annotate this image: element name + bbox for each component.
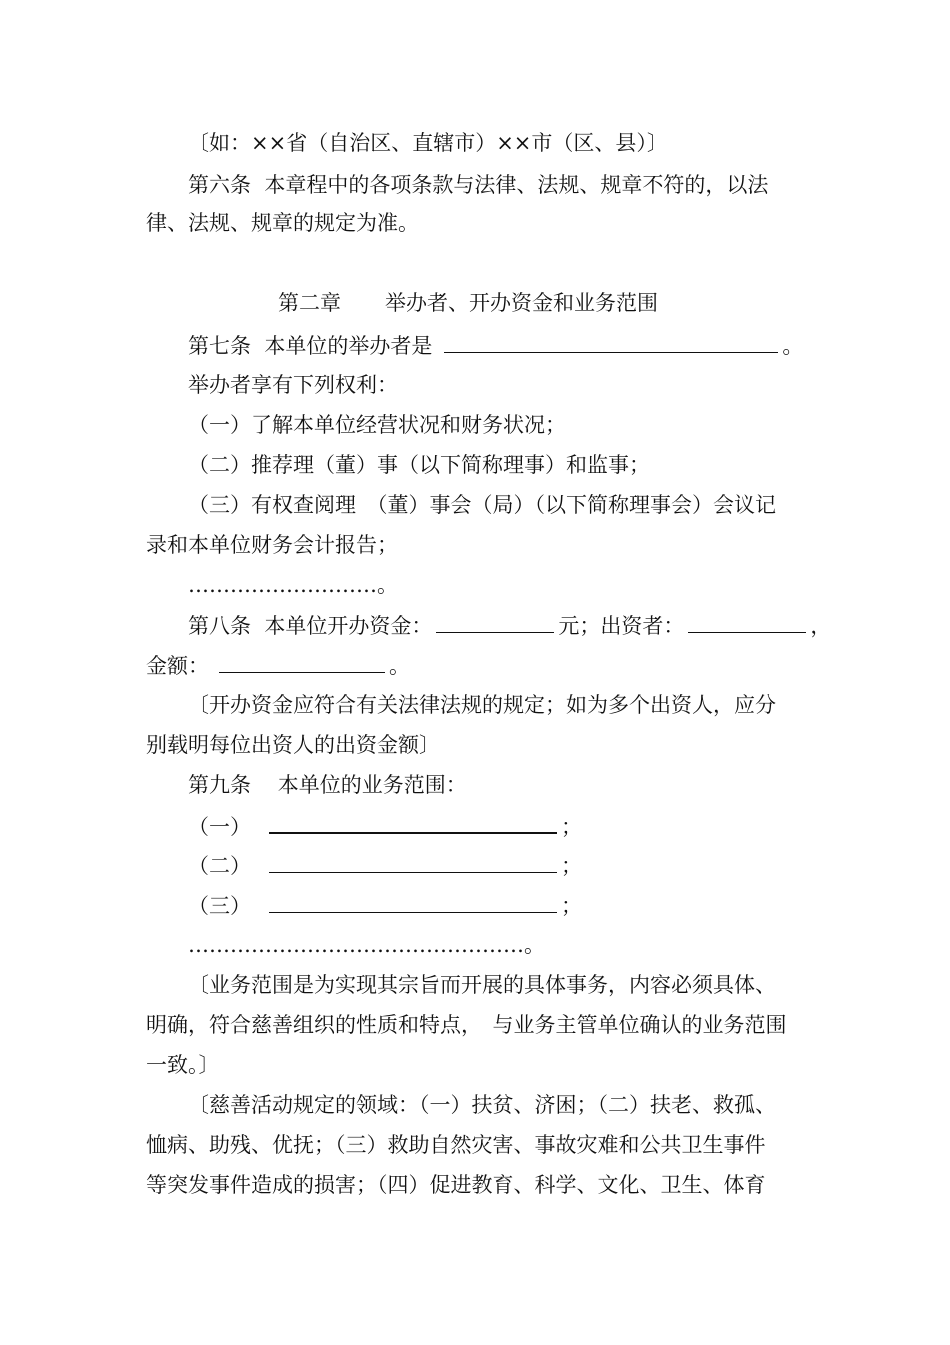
sponsor-rights-ellipsis: ………………………。 bbox=[188, 573, 398, 597]
article-7-end: 。 bbox=[782, 334, 804, 358]
scope-item-2-blank[interactable] bbox=[269, 850, 557, 873]
charity-fields-line-1: 〔慈善活动规定的领域：（一）扶贫、济困；（二）扶老、救孤、 bbox=[188, 1093, 776, 1117]
scope-item-3-blank[interactable] bbox=[269, 890, 557, 913]
chapter-2-title: 举办者、开办资金和业务范围 bbox=[385, 291, 658, 315]
capital-note-line-2: 别载明每位出资人的出资金额〕 bbox=[146, 733, 440, 757]
scope-item-2 bbox=[188, 850, 582, 880]
amount-end: 。 bbox=[389, 654, 410, 678]
amount-line bbox=[146, 650, 410, 680]
scope-note-line-2: 明确，符合慈善组织的性质和特点， 与业务主管单位确认的业务范围 bbox=[146, 1013, 787, 1037]
article-8-text: 本单位开办资金： bbox=[264, 614, 433, 638]
capital-unit: 元；出资者： bbox=[558, 614, 685, 638]
sponsor-rights-intro: 举办者享有下列权利： bbox=[188, 373, 398, 397]
scope-item-3-semi: ； bbox=[561, 894, 582, 918]
sponsor-right-1: （一）了解本单位经营状况和财务状况； bbox=[188, 413, 566, 437]
scope-item-1-blank[interactable] bbox=[269, 810, 557, 834]
article-8-line bbox=[188, 610, 831, 640]
scope-note-line-1: 〔业务范围是为实现其宗旨而开展的具体事务，内容必须具体、 bbox=[188, 973, 776, 997]
region-note: 〔如：××省（自治区、直辖市）××市（区、县）〕 bbox=[188, 131, 668, 155]
scope-ellipsis: …………………………………………。 bbox=[188, 933, 545, 957]
scope-item-2-label: （二） bbox=[188, 854, 251, 878]
scope-item-3 bbox=[188, 890, 582, 920]
capital-note-line-1: 〔开办资金应符合有关法律法规的规定；如为多个出资人，应分 bbox=[188, 693, 776, 717]
article-7-line bbox=[188, 330, 803, 360]
sponsor-right-3-cont: 录和本单位财务会计报告； bbox=[146, 533, 398, 557]
article-9-line bbox=[188, 770, 467, 800]
sponsor-right-2: （二）推荐理（董）事（以下简称理事）和监事； bbox=[188, 453, 650, 477]
investor-comma: ， bbox=[810, 614, 832, 638]
scope-item-2-semi: ； bbox=[561, 854, 582, 878]
amount-blank[interactable] bbox=[219, 650, 385, 673]
article-6-text: 本章程中的各项条款与法律、法规、规章不符的，以法 bbox=[264, 173, 769, 197]
scope-item-1 bbox=[188, 810, 582, 840]
investor-blank[interactable] bbox=[688, 610, 806, 633]
article-6-line-1 bbox=[188, 170, 768, 200]
scope-item-1-semi: ； bbox=[561, 815, 582, 839]
chapter-2-label: 第二章 bbox=[278, 291, 341, 315]
capital-blank[interactable] bbox=[436, 610, 554, 633]
charity-fields-line-2: 恤病、助残、优抚；（三）救助自然灾害、事故灾难和公共卫生事件 bbox=[146, 1133, 766, 1157]
article-7-text: 本单位的举办者是 bbox=[264, 334, 433, 358]
scope-item-1-label: （一） bbox=[188, 815, 251, 839]
article-6-line-2: 律、法规、规章的规定为准。 bbox=[146, 211, 419, 235]
article-7-label: 第七条 bbox=[188, 334, 251, 358]
sponsor-blank[interactable] bbox=[444, 330, 778, 353]
article-9-label: 第九条 bbox=[188, 773, 251, 797]
scope-note-line-3: 一致。〕 bbox=[146, 1053, 220, 1077]
sponsor-right-3: （三）有权查阅理 （董）事会（局）（以下简称理事会）会议记 bbox=[188, 493, 776, 517]
charity-fields-line-3: 等突发事件造成的损害；（四）促进教育、科学、文化、卫生、体育 bbox=[146, 1173, 766, 1197]
article-8-label: 第八条 bbox=[188, 614, 251, 638]
amount-label: 金额： bbox=[146, 654, 209, 678]
scope-item-3-label: （三） bbox=[188, 894, 251, 918]
chapter-2-heading bbox=[278, 288, 658, 318]
article-9-text: 本单位的业务范围： bbox=[277, 773, 467, 797]
article-6-label: 第六条 bbox=[188, 173, 251, 197]
